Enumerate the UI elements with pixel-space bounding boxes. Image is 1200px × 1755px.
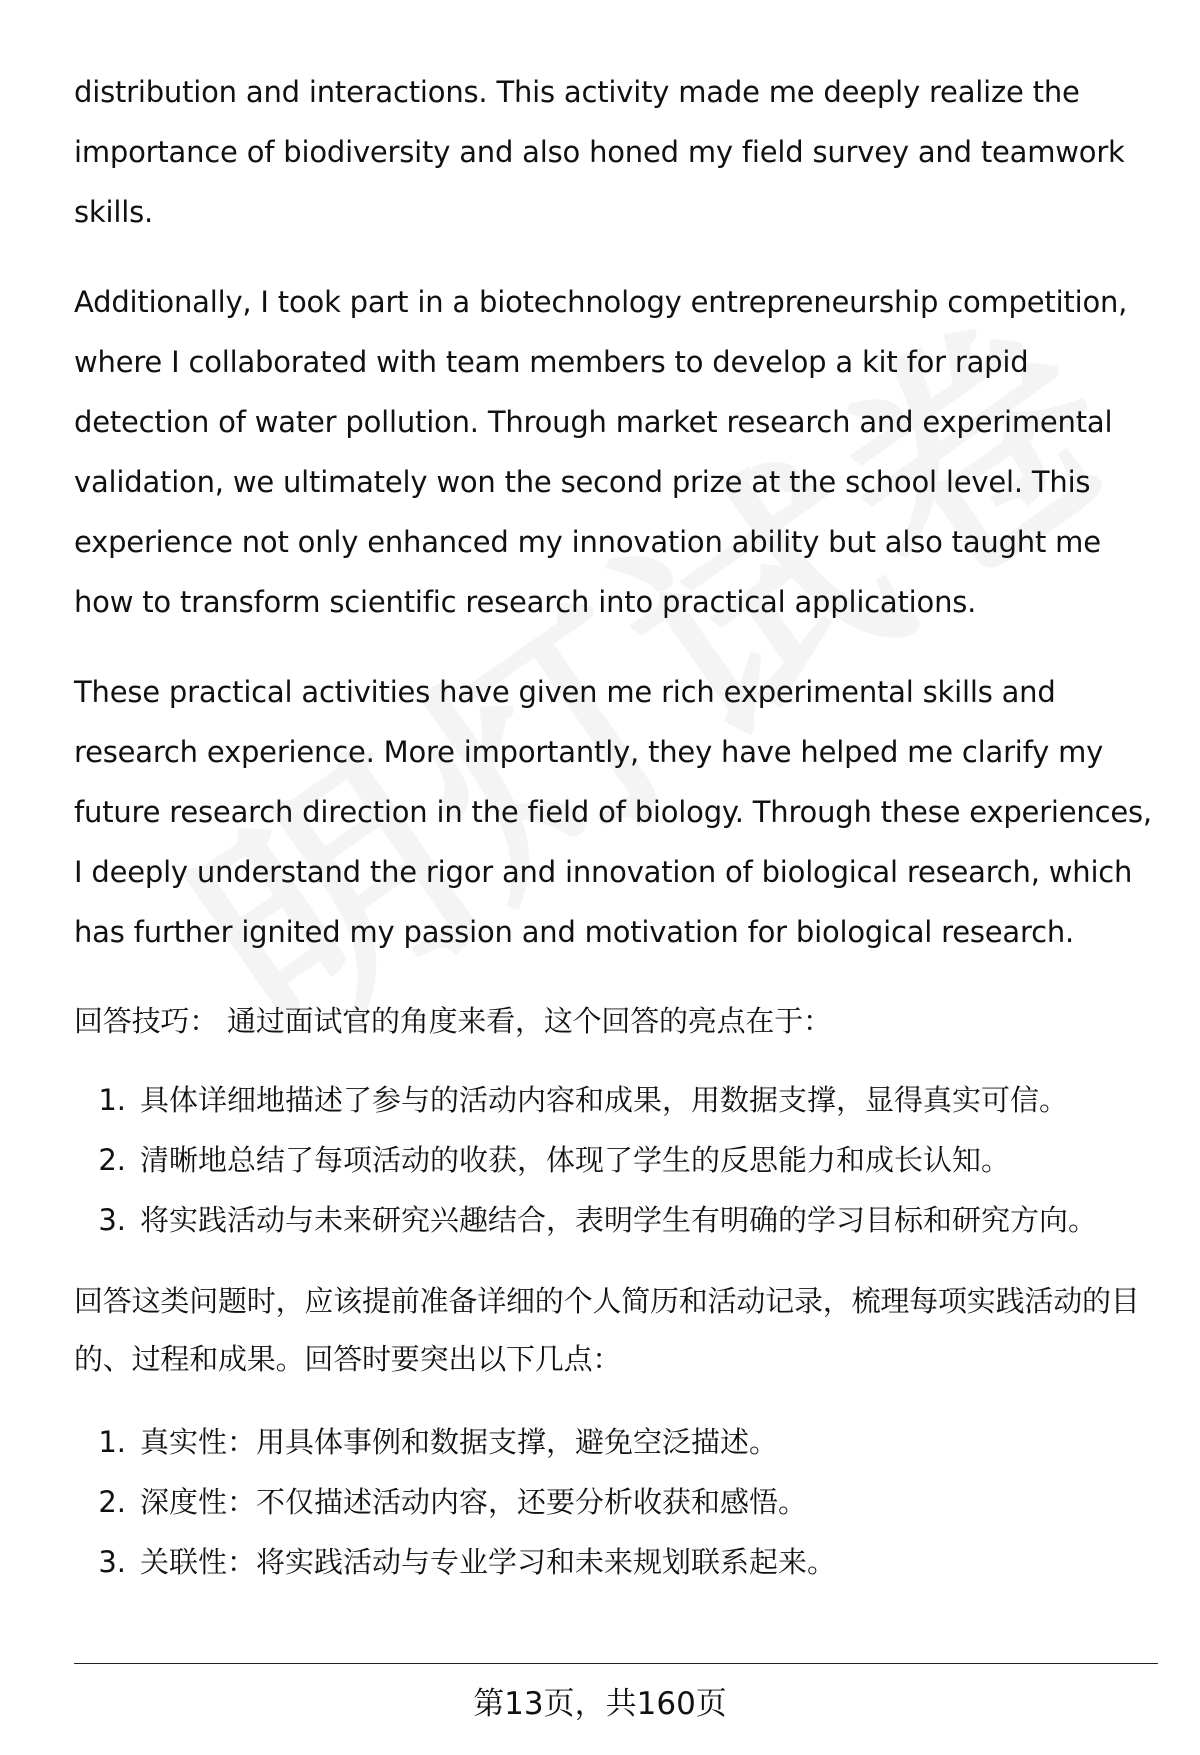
page-number: 第13页，共160页 [473,1686,727,1722]
footer-divider [74,1663,1158,1664]
tips-intro: 回答技巧： 通过面试官的角度来看，这个回答的亮点在于： [74,1004,832,1038]
list-text: 关联性：将实践活动与专业学习和未来规划联系起来。 [140,1545,837,1579]
paragraph-competition: Additionally, I took part in a biotechnology entrepreneurship competition, where I collaborated with team members to develop a kit for rapid detection of water pollution. Through market research and experimental validation, we ultimately won the second prize at the school level. This experience not only enhanced my innovation ability but also taught me how to transform scientific research into practical applications. [74,285,1128,619]
tips-list [74,1070,1164,1250]
advice-list [74,1412,1164,1592]
list-number: 2. [98,1485,126,1519]
list-item [74,1472,1164,1532]
list-text: 将实践活动与未来研究兴趣结合，表明学生有明确的学习目标和研究方向。 [140,1203,1098,1237]
list-item [74,1532,1164,1592]
advice-intro: 回答这类问题时，应该提前准备详细的个人简历和活动记录，梳理每项实践活动的目的、过程和成果。回答时要突出以下几点： [74,1284,1140,1376]
list-number: 3. [98,1545,126,1579]
list-number: 1. [98,1083,126,1117]
list-text: 真实性：用具体事例和数据支撑，避免空泛描述。 [140,1425,779,1459]
list-text: 具体详细地描述了参与的活动内容和成果，用数据支撑，显得真实可信。 [140,1083,1069,1117]
paragraph-summary: These practical activities have given me rich experimental skills and research experience. More importantly, they have helped me clarify my future research direction in the field of biology. Through these experiences, I deeply understand the rigor and innovation of biological research, which has further ignited my passion and motivation for biological research. [74,675,1152,949]
list-text: 深度性：不仅描述活动内容，还要分析收获和感悟。 [140,1485,808,1519]
list-number: 3. [98,1203,126,1237]
list-item [74,1190,1164,1250]
list-item [74,1130,1164,1190]
list-item [74,1412,1164,1472]
list-text: 清晰地总结了每项活动的收获，体现了学生的反思能力和成长认知。 [140,1143,1011,1177]
list-number: 2. [98,1143,126,1177]
paragraph-biodiversity: distribution and interactions. This activity made me deeply realize the importance of biodiversity and also honed my field survey and teamwork skills. [74,75,1125,229]
document-body [74,62,1164,1614]
list-item [74,1070,1164,1130]
list-number: 1. [98,1425,126,1459]
